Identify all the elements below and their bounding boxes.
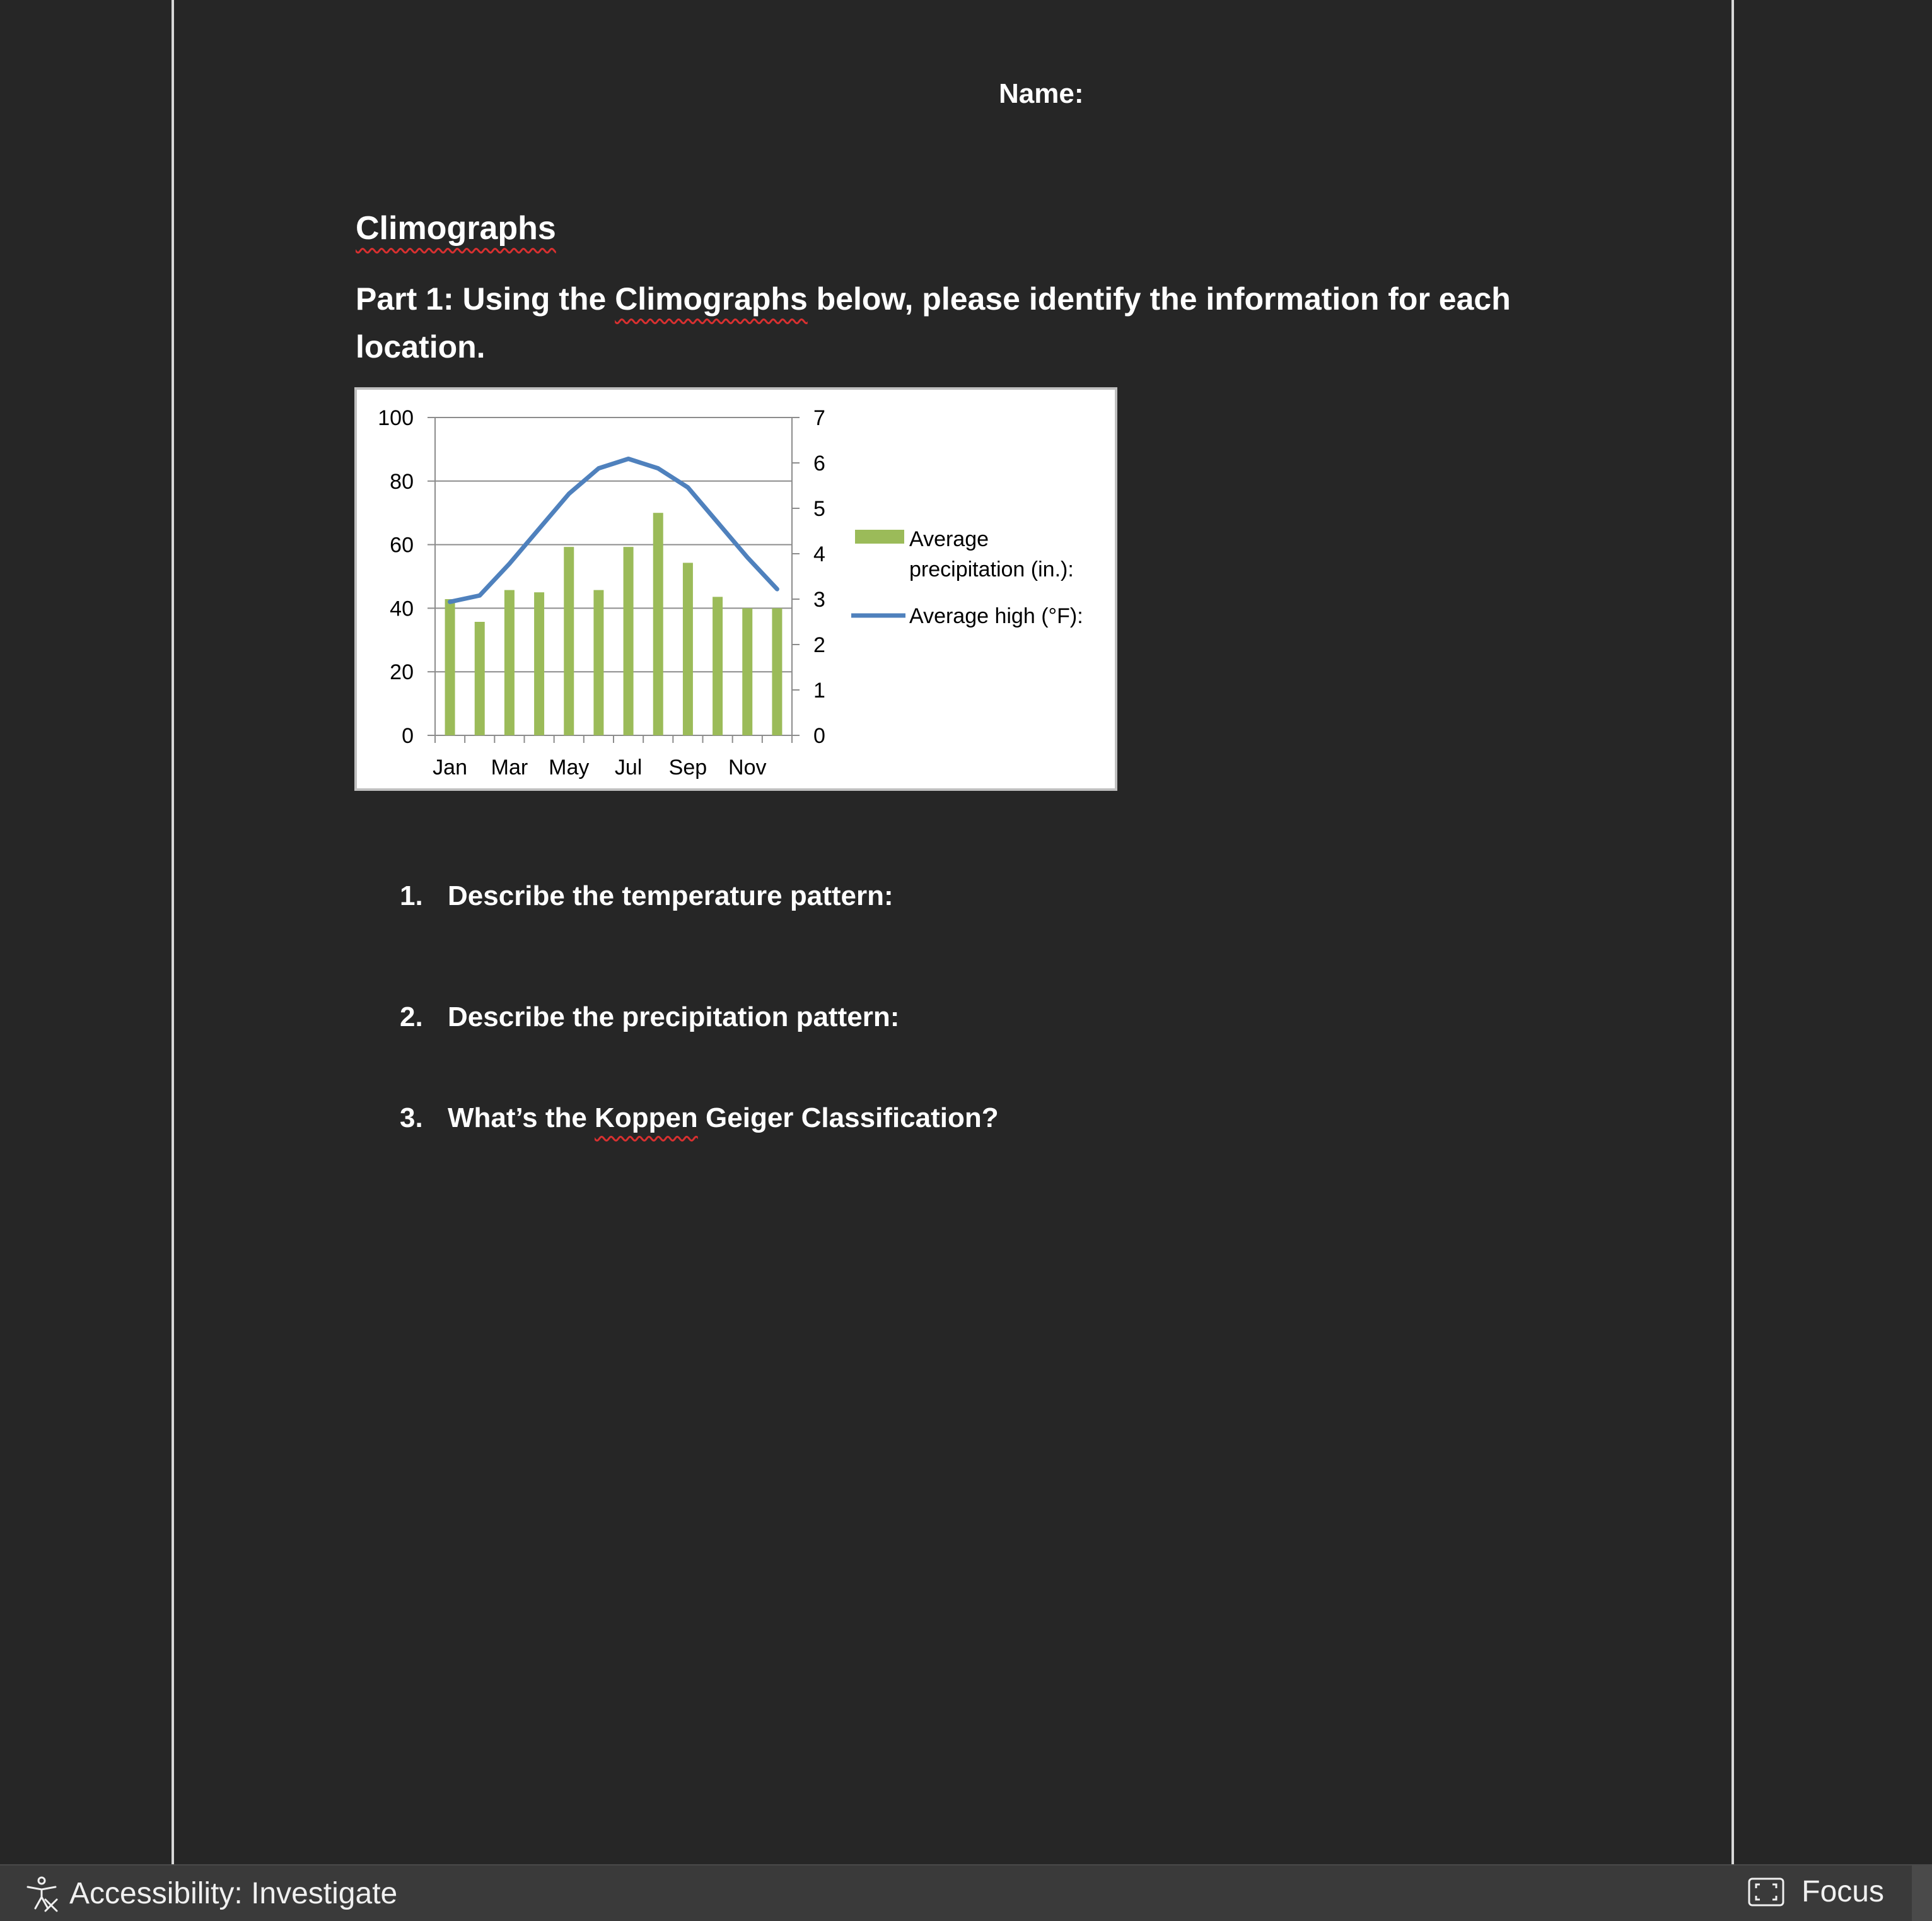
misspelled-word[interactable]: Climographs — [615, 281, 808, 317]
question-text-after: Geiger Classification? — [697, 1102, 999, 1133]
chart-svg — [357, 390, 1115, 788]
left-axis-tick-label: 80 — [390, 469, 414, 494]
x-axis-tick-label: May — [549, 756, 590, 779]
x-axis-tick-label: Sep — [668, 756, 707, 779]
question-3[interactable] — [400, 1102, 999, 1134]
question-number: 3. — [400, 1102, 423, 1133]
x-axis-tick-label: Jan — [433, 756, 467, 779]
precip-bar — [624, 547, 634, 735]
right-axis-tick-label: 2 — [813, 633, 825, 657]
left-axis-tick-label: 0 — [402, 724, 414, 748]
left-axis-tick-label: 60 — [390, 533, 414, 558]
question-1[interactable] — [400, 880, 893, 912]
precip-bar — [445, 599, 455, 735]
climograph-chart[interactable] — [354, 387, 1117, 791]
right-axis-tick-label: 0 — [813, 724, 825, 748]
document-title[interactable]: Climographs — [356, 210, 556, 247]
precip-bar — [534, 592, 544, 735]
precip-bar — [713, 597, 723, 735]
legend-precip-label-line1: Average — [909, 527, 989, 551]
left-axis-tick-label: 40 — [390, 597, 414, 621]
x-axis-tick-label: Jul — [614, 756, 643, 779]
right-axis-tick-label: 3 — [813, 588, 825, 612]
left-axis-tick-label: 20 — [390, 660, 414, 685]
accessibility-button[interactable] — [23, 1874, 397, 1912]
focus-icon — [1747, 1877, 1785, 1907]
temperature-line — [450, 459, 777, 602]
precip-bar — [653, 513, 663, 735]
precip-bar — [772, 608, 782, 735]
question-text: Describe the precipitation pattern: — [448, 1001, 900, 1032]
legend-temp-label: Average high (°F): — [909, 604, 1083, 628]
precip-bar — [742, 608, 752, 735]
right-axis-tick-label: 6 — [813, 452, 825, 476]
precip-bar — [475, 622, 485, 735]
right-axis-tick-label: 1 — [813, 679, 825, 703]
precip-bar — [564, 547, 574, 735]
part1-heading[interactable] — [356, 275, 1554, 371]
legend-precip-label-line2: precipitation (in.): — [909, 558, 1074, 581]
question-text-before: What’s the — [448, 1102, 595, 1133]
accessibility-label: Accessibility: Investigate — [69, 1876, 398, 1910]
right-axis-tick-label: 5 — [813, 497, 825, 521]
part1-prefix: Part 1: Using the — [356, 281, 615, 317]
page-right-edge — [1731, 0, 1734, 1864]
precip-bar — [593, 590, 603, 735]
status-bar — [0, 1864, 1932, 1921]
right-axis-tick-label: 4 — [813, 542, 825, 566]
left-axis-tick-label: 100 — [378, 406, 414, 430]
name-label[interactable]: Name: — [999, 78, 1084, 109]
precip-bar — [504, 590, 515, 735]
misspelled-word[interactable]: Koppen — [595, 1102, 698, 1133]
x-axis-tick-label: Mar — [491, 756, 528, 779]
question-2[interactable] — [400, 1001, 899, 1033]
page-left-edge — [172, 0, 174, 1864]
accessibility-icon — [23, 1874, 61, 1912]
question-number: 2. — [400, 1001, 423, 1032]
scrollbar[interactable] — [1912, 1864, 1932, 1921]
focus-label: Focus — [1801, 1875, 1884, 1908]
question-text: Describe the temperature pattern: — [448, 880, 893, 911]
focus-button[interactable] — [1747, 1874, 1884, 1909]
precip-bar — [683, 563, 693, 735]
legend-precip-swatch — [855, 530, 904, 544]
x-axis-tick-label: Nov — [728, 756, 767, 779]
part1-suffix: below, please identify the information for each location. — [356, 281, 1511, 365]
question-number: 1. — [400, 880, 423, 911]
right-axis-tick-label: 7 — [813, 406, 825, 430]
